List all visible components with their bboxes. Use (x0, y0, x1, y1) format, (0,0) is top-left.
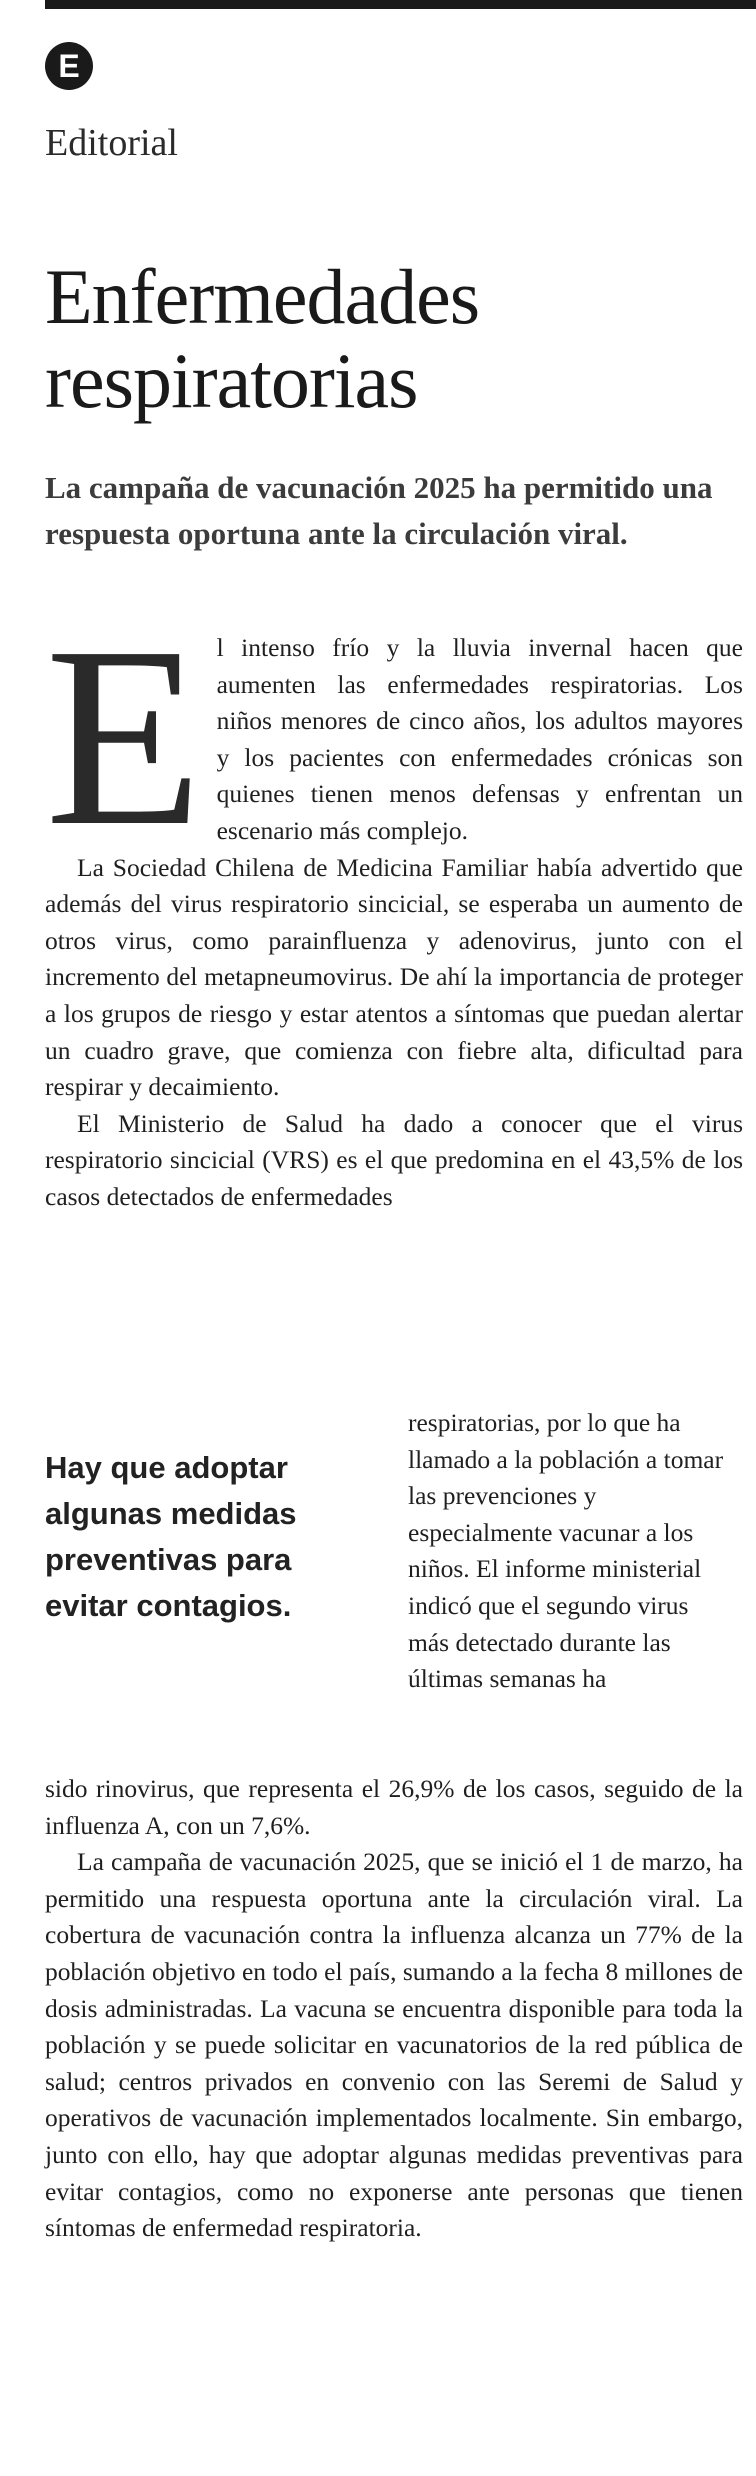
deck-subtitle: La campaña de vacunación 2025 ha permitido una respuesta oportuna ante la circulación viral. (45, 470, 713, 551)
article-body-side (408, 1405, 728, 1698)
paragraph-4: La campaña de vacunación 2025, que se inició el 1 de marzo, ha permitido una respuesta oportuna ante la circulación viral. La cobertura de vacunación contra la influenza alcanza un 77% de la población objetivo en todo el país, sumando a la fecha 8 millones de dosis administradas. La vacuna se encuentra disponible para toda la población y se puede solicitar en vacunatorios de la red pública de salud; centros privados en convenio con las Seremi de Salud y operativos de vacunación implementados localmente. Sin embargo, junto con ello, hay que adoptar algunas medidas preventivas para evitar contagios, como no exponerse ante personas que tienen síntomas de enfermedad respiratoria. (45, 1847, 743, 2243)
article-body-bottom (45, 1771, 743, 2247)
section-label: Editorial (45, 122, 178, 164)
paragraph-2: La Sociedad Chilena de Medicina Familiar había advertido que además del virus respiratorio sincicial, se esperaba un aumento de otros virus, como parainfluenza y adenovirus, junto con el incremento del metapneumovirus. De ahí la importancia de proteger a los grupos de riesgo y estar atentos a síntomas que puedan alertar un cuadro grave, que comienza con fiebre alta, dificultad para respirar y decaimiento. (45, 852, 743, 1102)
section-badge: E (45, 42, 93, 90)
paragraph-1-text: l intenso frío y la lluvia invernal hacen que aumenten las enfermedades respiratorias. Los niños menores de cinco años, los adultos mayores y los pacientes con enfermedades crónicas son quienes tienen menos defensas y enfrentan un escenario más complejo. (216, 633, 743, 845)
paragraph-3-side: respiratorias, por lo que ha llamado a la población a tomar las prevenciones y especialmente vacunar a los niños. El informe ministerial indicó que el segundo virus más detectado durante las últimas semanas ha (408, 1408, 724, 1694)
drop-cap: E (45, 593, 203, 879)
paragraph-3: El Ministerio de Salud ha dado a conocer que el virus respiratorio sincicial (VRS) es el que predomina en el 43,5% de los casos detectados de enfermedades (45, 1108, 743, 1211)
pull-quote: Hay que adoptar algunas medidas preventivas para evitar contagios. (45, 1450, 297, 1623)
headline: Enfermedades respiratorias (45, 253, 480, 424)
paragraph-1 (45, 593, 743, 879)
paragraph-3-end: sido rinovirus, que representa el 26,9% de los casos, seguido de la influenza A, con un 7,6%. (45, 1774, 743, 1840)
article-body-top (45, 593, 743, 1216)
top-rule (45, 0, 756, 9)
